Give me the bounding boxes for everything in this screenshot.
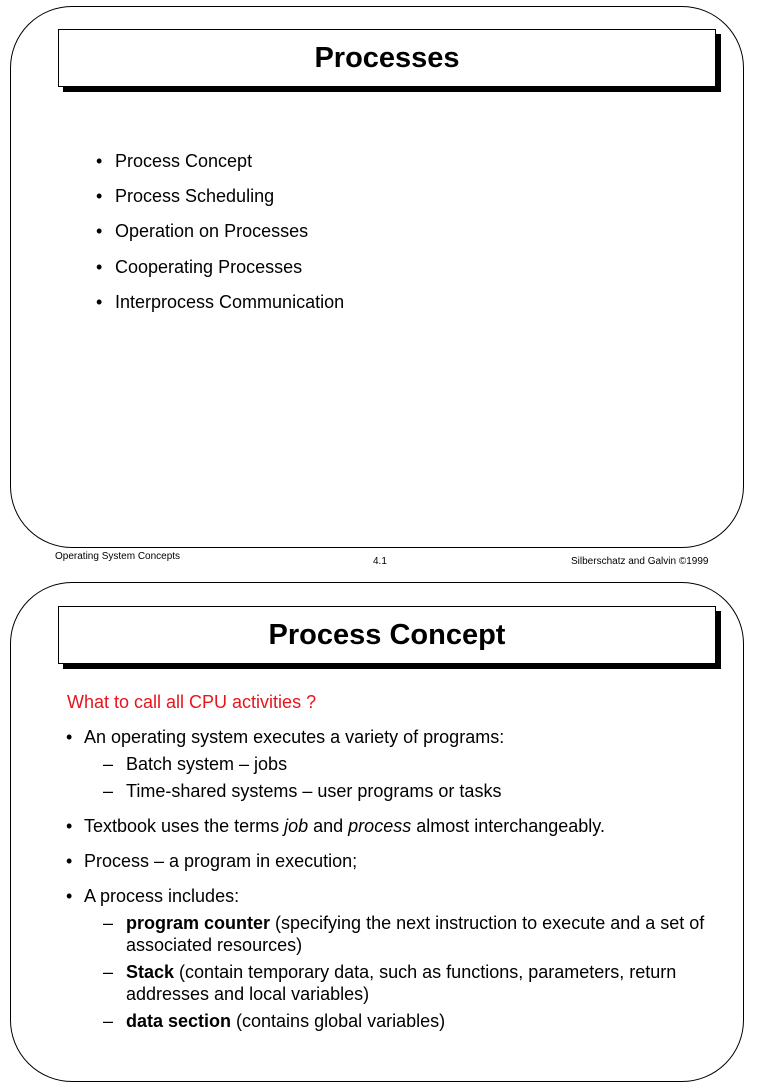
bold-term: Stack — [126, 962, 175, 982]
sub-item-program-counter — [66, 912, 738, 956]
bullet-programs: • An operating system executes a variety of programs: — [66, 726, 738, 748]
text-span: almost interchangeably. — [411, 816, 605, 836]
bold-term: program counter — [126, 913, 271, 933]
list-item: • Operation on Processes — [96, 218, 344, 253]
sub-item-batch: – Batch system – jobs — [66, 753, 738, 775]
sub-item-stack — [66, 961, 738, 1005]
bullet-includes: • A process includes: — [66, 885, 738, 907]
text-span: and — [308, 816, 349, 836]
slide-title-process-concept: Process Concept — [58, 606, 716, 664]
italic-process: process — [348, 816, 412, 836]
bold-term: data section — [126, 1011, 232, 1031]
topic-list — [96, 148, 344, 324]
sub-item-data-section — [66, 1010, 738, 1032]
list-item: • Process Concept — [96, 148, 344, 183]
list-item: • Process Scheduling — [96, 183, 344, 218]
slide-question: What to call all CPU activities ? — [67, 692, 317, 712]
text-span: (contain temporary data, such as functions, parameters, return addresses and local variables) — [126, 962, 677, 1004]
slide-body — [66, 726, 738, 1032]
slide-title-processes: Processes — [58, 29, 716, 87]
bullet-terms — [66, 815, 738, 837]
list-item: • Interprocess Communication — [96, 289, 344, 324]
sub-item-timeshared: – Time-shared systems – user programs or tasks — [66, 780, 738, 802]
text-span: (specifying the next instruction to execute and a set of associated resources) — [126, 913, 705, 955]
text-span: Textbook uses the terms — [84, 816, 285, 836]
footer-page-number: 4.1 — [373, 556, 387, 567]
footer-copyright: Silberschatz and Galvin ©1999 — [571, 556, 709, 567]
italic-job: job — [284, 816, 309, 836]
text-span: (contains global variables) — [231, 1011, 446, 1031]
list-item: • Cooperating Processes — [96, 254, 344, 289]
bullet-definition: • Process – a program in execution; — [66, 850, 738, 872]
footer-course-name: Operating System Concepts — [55, 551, 181, 562]
